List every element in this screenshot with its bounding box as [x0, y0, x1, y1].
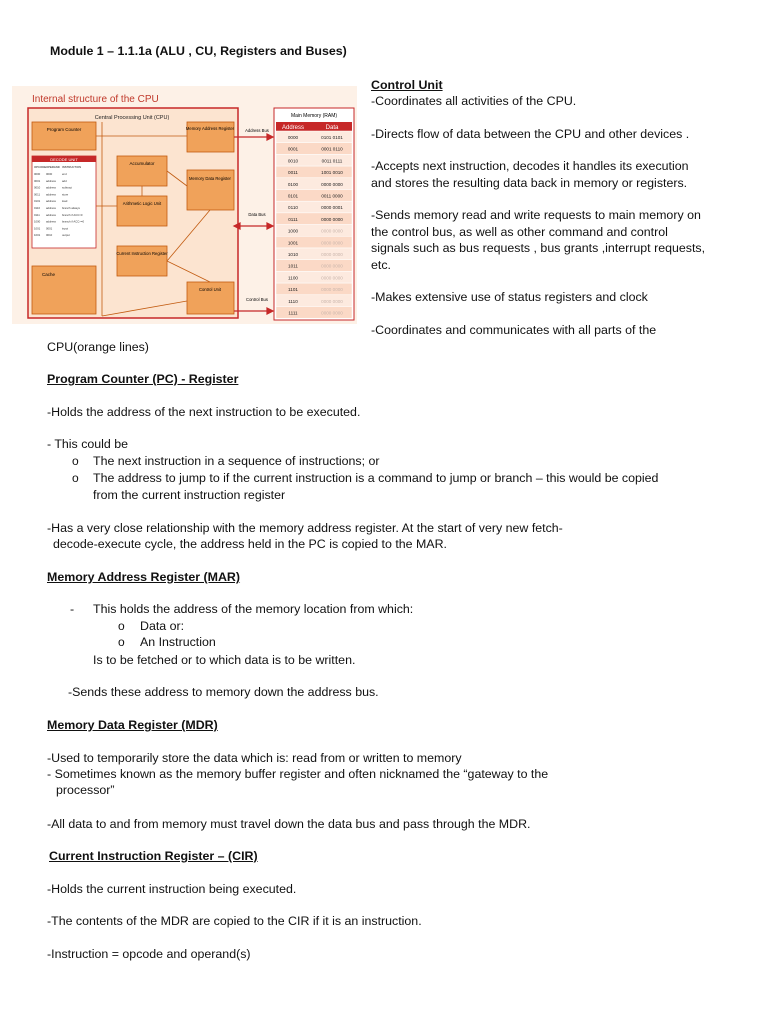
- ram-header-address: Address: [281, 125, 305, 131]
- decode-cell: branch if ACC=0: [62, 212, 83, 217]
- ram-address-cell: 1001: [287, 240, 299, 246]
- mdr-heading: Memory Data Register (MDR): [47, 718, 218, 732]
- control-unit-heading: Control Unit: [371, 78, 443, 92]
- cu-line-6: the control bus, as well as other command and control: [371, 225, 668, 239]
- decode-cell: 0110: [34, 206, 41, 210]
- ram-data-cell: 0011 0111: [321, 158, 343, 164]
- cu-line-5: -Sends memory read and write requests to main memory on: [371, 208, 701, 222]
- pc-bullet-a: The next instruction in a sequence of instructions; or: [93, 454, 380, 468]
- decode-cell: 1001: [34, 233, 41, 238]
- page-title: Module 1 – 1.1.1a (ALU , CU, Registers and Buses): [50, 44, 347, 58]
- ram-data-cell: 0000 0000: [321, 263, 343, 269]
- cpu-label: Central Processing Unit (CPU): [94, 115, 170, 121]
- cu-line-7: signals such as bus requests , bus grants ,interrupt requests,: [371, 241, 706, 255]
- decode-cell: 0010: [46, 233, 53, 238]
- mdr-label: Memory Data Register: [189, 176, 231, 181]
- decode-cell: 0000: [46, 172, 53, 176]
- decode-cell: 0010: [34, 185, 41, 190]
- ram-address-cell: 1111: [288, 310, 298, 316]
- decode-cell: input: [62, 226, 69, 231]
- ram-data-cell: 0000 0000: [321, 181, 343, 187]
- cir-line-2: -The contents of the MDR are copied to the CIR if it is an instruction.: [47, 914, 422, 928]
- decode-header-cell: INSTRUCTION: [62, 165, 82, 169]
- ram-data-cell: 0000 0000: [321, 252, 343, 257]
- cir-heading: Current Instruction Register – (CIR): [49, 849, 258, 863]
- decode-cell: branch if ACC>=0: [62, 219, 85, 224]
- mar-bullet-a: Data or:: [140, 619, 185, 633]
- decode-cell: branch always: [62, 206, 80, 210]
- ram-address-cell: 0011: [288, 170, 298, 176]
- ram-address-cell: 0001: [287, 146, 299, 152]
- ram-data-cell: 0000 0000: [321, 287, 343, 293]
- mar-line-3: -Sends these address to memory down the address bus.: [68, 685, 379, 699]
- ram-address-cell: 1010: [287, 252, 299, 257]
- pc-bullet-b1: The address to jump to if the current instruction is a command to jump or branch – this would be copied: [93, 471, 659, 485]
- decode-cell: subtract: [62, 185, 72, 190]
- cir-line-1: -Holds the current instruction being executed.: [47, 882, 297, 896]
- mdr-line-1: -Used to temporarily store the data which is: read from or written to memory: [47, 751, 462, 765]
- mar-heading: Memory Address Register (MAR): [47, 570, 241, 584]
- decode-cell: 1001: [34, 226, 41, 231]
- pc-heading: Program Counter (PC) - Register: [47, 372, 239, 386]
- pc-line-2: - This could be: [47, 437, 129, 451]
- decode-cell: 0001: [34, 178, 41, 183]
- decode-cell: 0101: [34, 199, 41, 204]
- alu-label: Arithmetic Logic Unit: [122, 201, 162, 206]
- decode-cell: address: [46, 199, 56, 204]
- ram-data-cell: 0000 0000: [321, 216, 343, 222]
- cpu-diagram-svg: [12, 86, 357, 324]
- cu-line-10: -Coordinates and communicates with all parts of the: [371, 323, 657, 337]
- accumulator-label: Accumulator: [129, 161, 155, 166]
- address-bus-label: Address Bus: [245, 128, 269, 133]
- cache-label: Cache: [42, 272, 56, 277]
- ram-address-cell: 0101: [287, 193, 299, 199]
- decode-cell: address: [46, 206, 56, 210]
- mdr-line-2a: - Sometimes known as the memory buffer register and often nicknamed the “gateway to the: [47, 767, 549, 781]
- bullet-o-marker: o: [118, 635, 125, 649]
- pc-line-3a: -Has a very close relationship with the memory address register. At the start of very new fetch-: [47, 521, 563, 535]
- bullet-o-marker: o: [72, 471, 79, 485]
- mar-line-2: Is to be fetched or to which data is to be written.: [93, 653, 356, 667]
- ram-address-cell: 1101: [288, 287, 298, 293]
- decode-cell: address: [46, 185, 56, 190]
- ram-address-cell: 0010: [287, 158, 299, 164]
- control-unit-label: Control Unit: [198, 287, 222, 292]
- cu-line-3: -Accepts next instruction, decodes it handles its execution: [371, 159, 689, 173]
- data-bus-label: Data Bus: [248, 212, 266, 217]
- program-counter-label: Program Counter: [46, 127, 82, 132]
- bullet-o-marker: o: [72, 454, 79, 468]
- mar-bullet-b: An Instruction: [140, 635, 216, 649]
- ram-address-cell: 1110: [288, 298, 298, 304]
- ram-address-cell: 1011: [288, 263, 298, 269]
- cu-line-4: and stores the resulting data back in memory or registers.: [371, 176, 688, 190]
- ram-table: [276, 122, 352, 318]
- ram-data-cell: 1001 0010: [321, 170, 343, 176]
- diagram-title: Internal structure of the CPU: [32, 94, 159, 105]
- ram-data-cell: 0000 0000: [321, 228, 343, 234]
- cir-line-3: -Instruction = opcode and operand(s): [47, 947, 251, 961]
- ram-address-cell: 1000: [287, 228, 299, 234]
- ram-address-cell: 0000: [287, 135, 299, 140]
- cu-line-2: -Directs flow of data between the CPU and other devices .: [371, 127, 690, 141]
- cpu-structure-diagram: [12, 86, 357, 324]
- decode-cell: 1000: [34, 219, 41, 224]
- ram-data-cell: 0101 0101: [321, 135, 343, 140]
- decode-cell: address: [46, 212, 56, 217]
- decode-cell: 0111: [34, 212, 40, 217]
- decode-cell: 0001: [46, 226, 53, 231]
- ram-title: Main Memory (RAM): [290, 113, 338, 119]
- pc-line-1: -Holds the address of the next instruction to be executed.: [47, 405, 361, 419]
- decode-unit-label: DECODE UNIT: [50, 157, 78, 162]
- decode-cell: address: [46, 178, 56, 183]
- decode-cell: address: [46, 192, 56, 197]
- ram-header-data: Data: [325, 125, 339, 131]
- decode-cell: output: [62, 233, 70, 238]
- ram-data-cell: 0000 0000: [321, 298, 343, 304]
- pc-line-3b: decode-execute cycle, the address held in the PC is copied to the MAR.: [53, 537, 447, 551]
- cu-continuation: CPU(orange lines): [47, 340, 149, 354]
- decode-cell: end: [62, 172, 67, 176]
- ram-data-cell: 0000 0000: [321, 310, 343, 316]
- bullet-o-marker: o: [118, 619, 125, 633]
- decode-cell: address: [46, 219, 56, 224]
- ram-data-cell: 0000 0000: [321, 275, 343, 281]
- mdr-line-3: -All data to and from memory must travel down the data bus and pass through the MDR.: [47, 817, 531, 831]
- cir-label: Current Instruction Register: [116, 251, 168, 256]
- pc-bullet-b2: from the current instruction register: [93, 488, 286, 502]
- ram-address-cell: 0111: [288, 216, 298, 222]
- ram-data-cell: 0011 0000: [321, 193, 343, 199]
- decode-header-cell: OPCODE: [34, 165, 47, 169]
- decode-cell: 0011: [34, 192, 41, 197]
- cu-line-8: etc.: [371, 258, 391, 272]
- mdr-line-2b: processor”: [56, 783, 115, 797]
- mar-label: Memory Address Register: [185, 126, 235, 131]
- ram-data-cell: 0000 0000: [321, 240, 343, 246]
- bus-arrows: [234, 134, 273, 314]
- decode-cell: 0000: [34, 172, 41, 176]
- ram-address-cell: 0100: [287, 181, 299, 187]
- cu-line-1: -Coordinates all activities of the CPU.: [371, 94, 577, 108]
- decode-cell: add: [62, 178, 67, 183]
- mar-dash: -: [70, 602, 75, 616]
- ram-address-cell: 1100: [288, 275, 298, 281]
- control-bus-label: Control Bus: [246, 297, 268, 302]
- ram-address-cell: 0110: [288, 205, 298, 211]
- ram-data-cell: 0000 0001: [321, 205, 343, 211]
- decode-cell: load: [62, 199, 68, 204]
- cu-line-9: -Makes extensive use of status registers and clock: [371, 290, 648, 304]
- mar-line-1: This holds the address of the memory location from which:: [93, 602, 414, 616]
- decode-header-cell: OPERAND: [46, 165, 60, 169]
- decode-cell: store: [62, 192, 69, 197]
- ram-data-cell: 0001 0110: [321, 146, 343, 152]
